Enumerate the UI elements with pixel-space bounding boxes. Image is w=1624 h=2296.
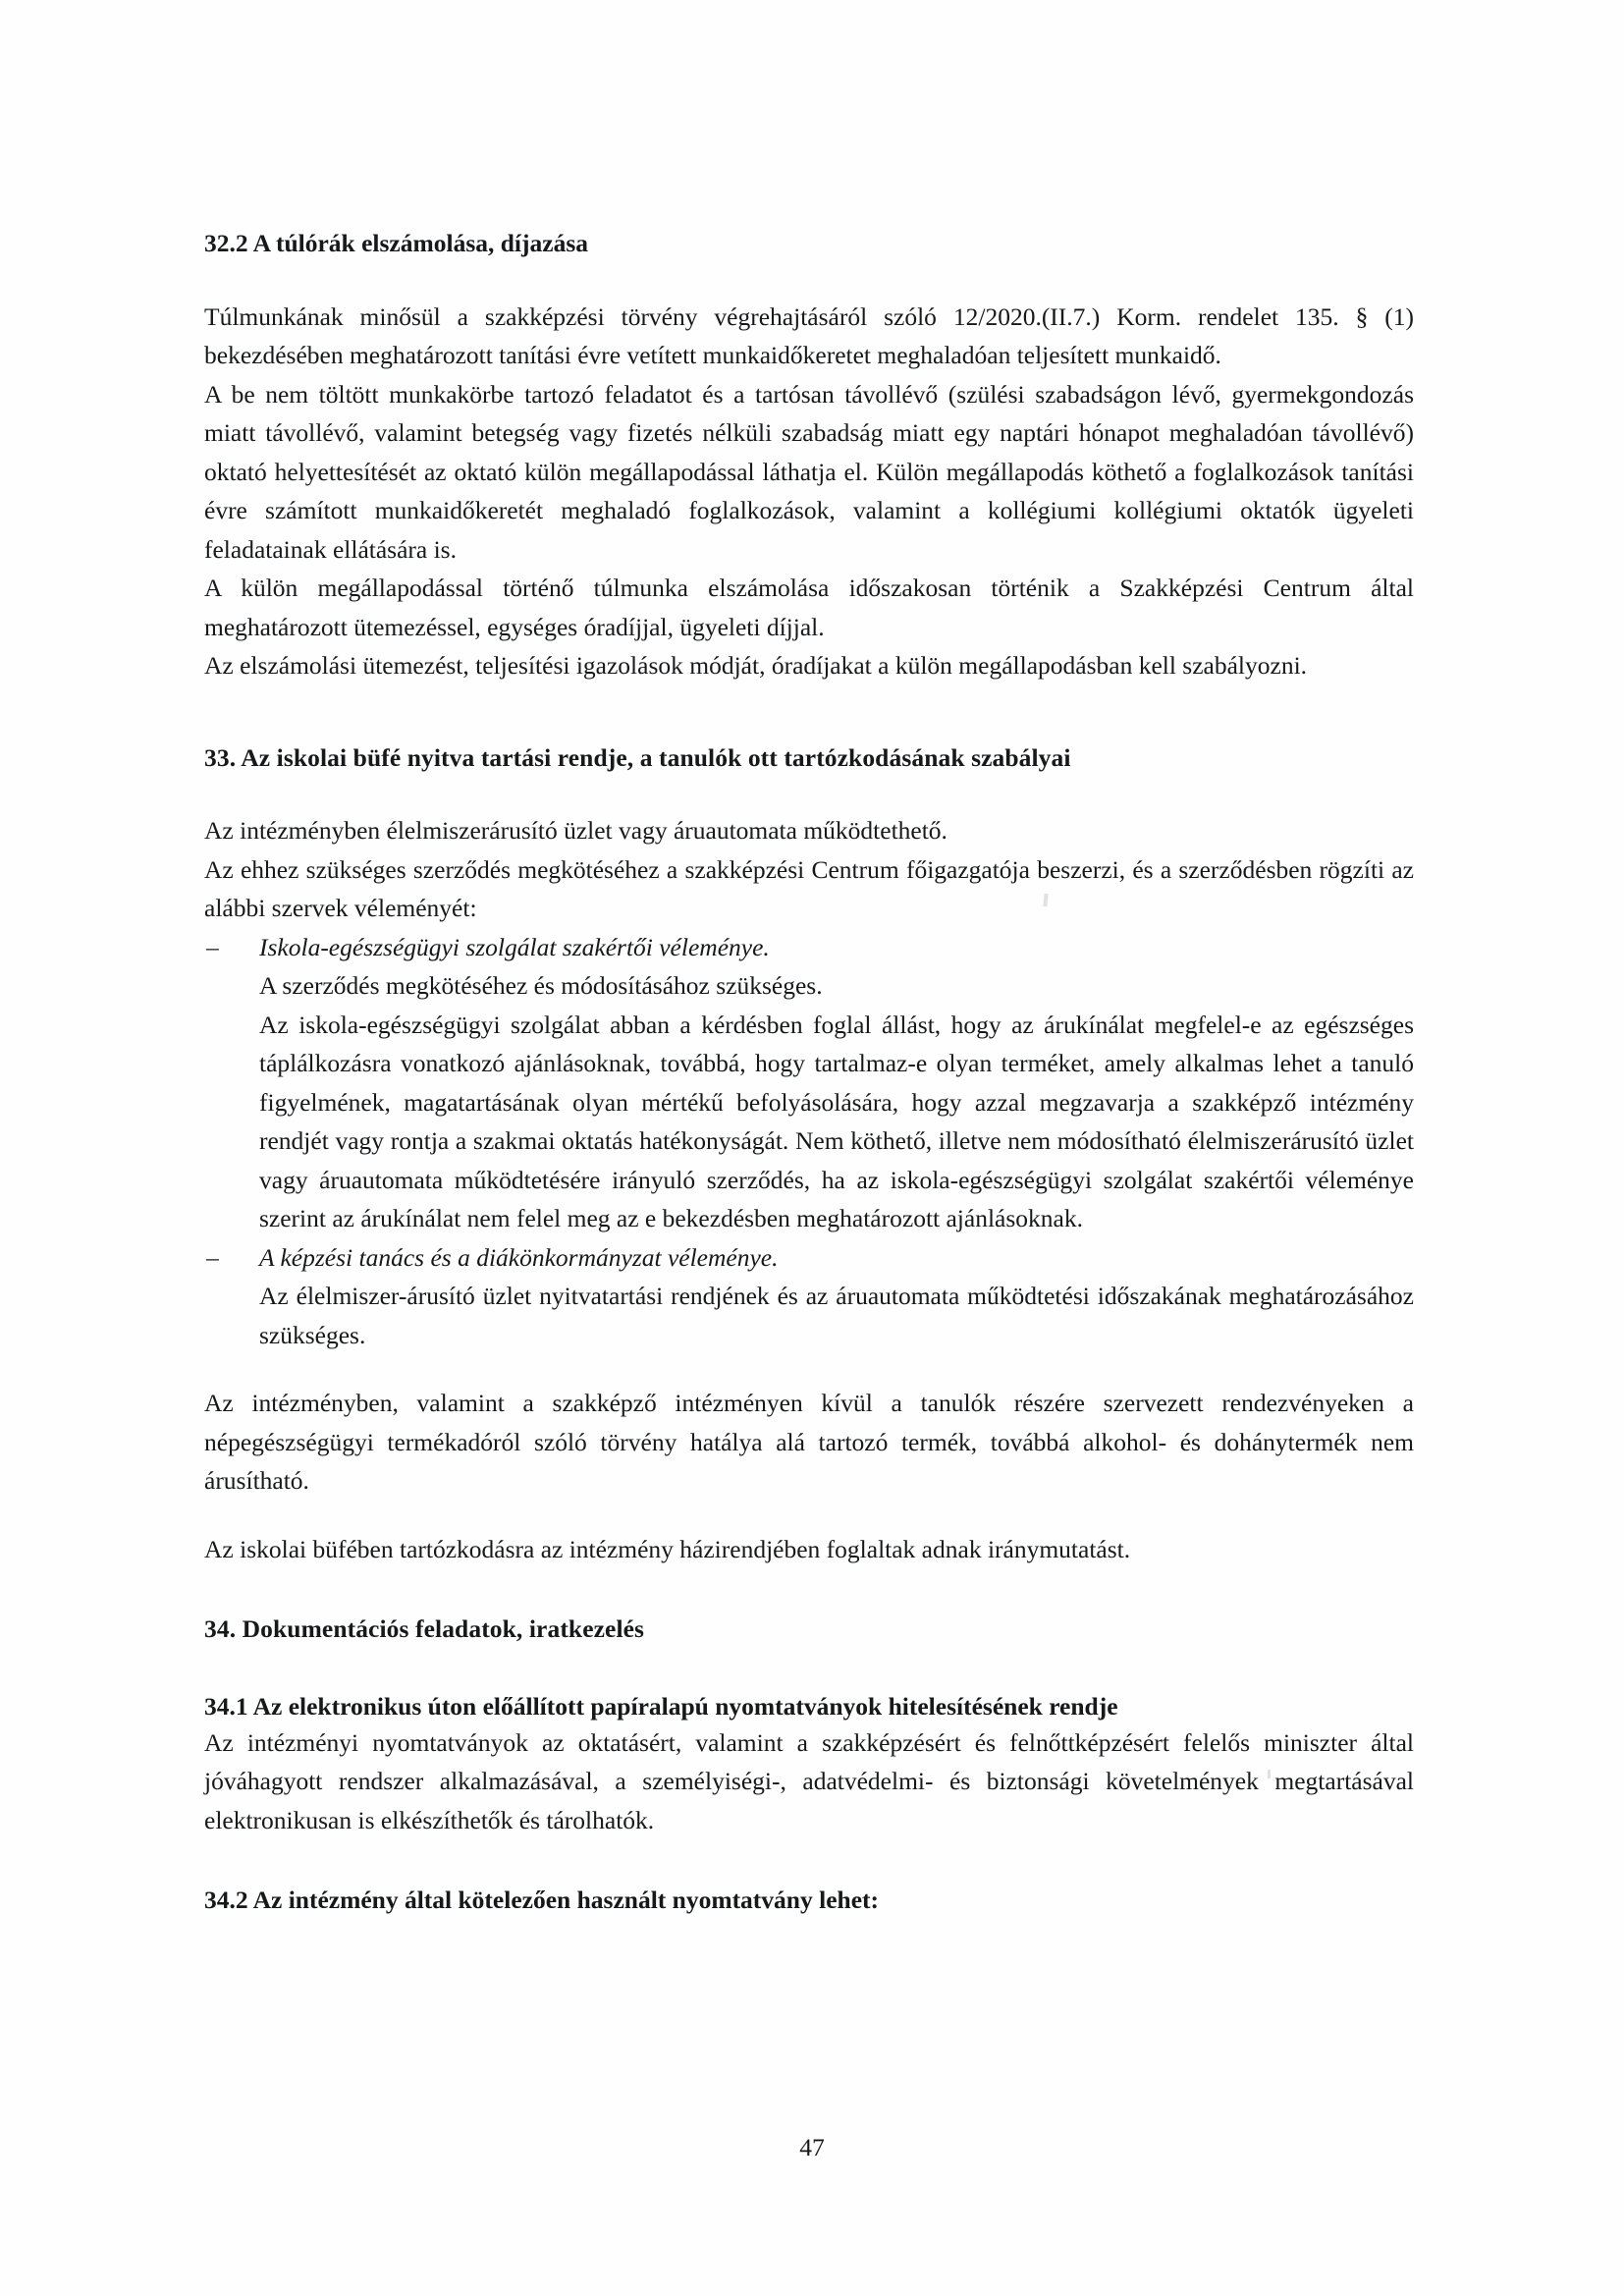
section-34-1-body xyxy=(204,1723,1414,1840)
paragraph-32-2-4: Az elszámolási ütemezést, teljesítési igazolások módját, óradíjakat a külön megállapodásban kell szabályozni. xyxy=(204,651,1308,681)
paragraph-34-1-1: Az intézményi nyomtatványok az oktatásért, valamint a szakképzésért és felnőttképzésért felelős miniszter által jóváhagyott rendszer alkalmazásával, a személyiségi-, adatvédelmi- és biztonsági követelmények megtartásával elektronikusan is elkészíthetők és tárolhatók. xyxy=(204,1727,1414,1834)
page-number: 47 xyxy=(799,2133,825,2161)
section-33-outro xyxy=(204,1384,1414,1501)
list-item xyxy=(204,928,1414,1238)
paragraph-32-2-1: Túlmunkának minősül a szakképzési törvény végrehajtásáról szóló 12/2020.(II.7.) Korm. rendelet 135. § (1) bekezdésében meghatározott tanítási évre vetített munkaidőkeretet meghaladóan teljesített munkaidő. xyxy=(204,301,1414,370)
paragraph-32-2-2: A be nem töltött munkakörbe tartozó feladatot és a tartósan távollévő (szülési szabadságon lévő, gyermekgondozás miatt távollévő, valamint betegség vagy fizetés nélküli szabadság miatt egy naptári hónapot meghaladóan távollévő) oktató helyettesítését az oktató külön megállapodással láthatja el. Külön megállapodás köthető a foglalkozások tanítási évre számított munkaidőkeretét meghaladó foglalkozások, valamint a kollégiumi kollégiumi oktatók ügyeleti feladatainak ellátására is. xyxy=(204,379,1414,564)
heading-34-2: 34.2 Az intézmény által kötelezően használt nyomtatvány lehet: xyxy=(204,1886,879,1914)
section-33-closing xyxy=(204,1530,1414,1569)
heading-34-1: 34.1 Az elektronikus úton előállított papíralapú nyomtatványok hitelesítésének rendje xyxy=(204,1691,1118,1721)
section-32-2-body xyxy=(204,298,1414,685)
opinion-body-list xyxy=(204,928,1414,1355)
list-item-body-1: Az élelmiszer-árusító üzlet nyitvatartási rendjének és az áruautomata működtetési időszakának meghatározásához szükséges. xyxy=(259,1282,1414,1349)
list-item xyxy=(204,1238,1414,1355)
list-item-title: A képzési tanács és a diákönkormányzat véleménye. xyxy=(259,1242,779,1272)
dash-marker: – xyxy=(206,1242,219,1272)
paragraph-33-4: Az iskolai büfében tartózkodásra az intézmény házirendjében foglaltak adnak iránymutatást. xyxy=(204,1534,1131,1563)
paragraph-33-1: Az intézményben élelmiszerárusító üzlet vagy áruautomata működtethető. xyxy=(204,816,947,846)
heading-32-2: 32.2 A túlórák elszámolása, díjazása xyxy=(204,229,589,257)
heading-34: 34. Dokumentációs feladatok, iratkezelés xyxy=(204,1614,645,1644)
paragraph-33-3: Az intézményben, valamint a szakképző intézményen kívül a tanulók részére szervezett rendezvényeken a népegészségügyi termékadóról szóló törvény hatálya alá tartozó termék, továbbá alkohol- és dohánytermék nem árusítható. xyxy=(204,1389,1414,1496)
list-item-body-1: A szerződés megkötéséhez és módosításához szükséges. xyxy=(259,971,823,1001)
paragraph-32-2-3: A külön megállapodással történő túlmunka elszámolása időszakosan történik a Szakképzési Centrum által meghatározott ütemezéssel, egységes óradíjjal, ügyeleti díjjal. xyxy=(204,574,1414,641)
dash-marker: – xyxy=(206,932,219,961)
list-item-body-2: Az iskola-egészségügyi szolgálat abban a kérdésben foglal állást, hogy az árukínálat megfelel-e az egészséges táplálkozásra vonatkozó ajánlásoknak, továbbá, hogy tartalmaz-e olyan terméket, amely alkalmas lehet a tanuló figyelmének, magatartásának olyan mértékű befolyásolására, hogy azzal megzavarja a szakképző intézmény rendjét vagy rontja a szakmai oktatás hatékonyságát. Nem köthető, illetve nem módosítható élelmiszerárusító üzlet vagy áruautomata működtetésére irányuló szerződés, ha az iskola-egészségügyi szolgálat szakértői véleménye szerint az árukínálat nem felel meg az e bekezdésben meghatározott ajánlásoknak. xyxy=(259,1010,1414,1233)
section-33-intro xyxy=(204,811,1414,928)
paragraph-33-2: Az ehhez szükséges szerződés megkötéséhez a szakképzési Centrum főigazgatója beszerzi, és a szerződésben rögzíti az alábbi szervek véleményét: xyxy=(204,854,1414,923)
list-item-title: Iskola-egészségügyi szolgálat szakértői véleménye. xyxy=(259,932,770,961)
heading-33: 33. Az iskolai büfé nyitva tartási rendje, a tanulók ott tartózkodásának szabályai xyxy=(204,742,1071,772)
page-content xyxy=(204,228,1414,1917)
